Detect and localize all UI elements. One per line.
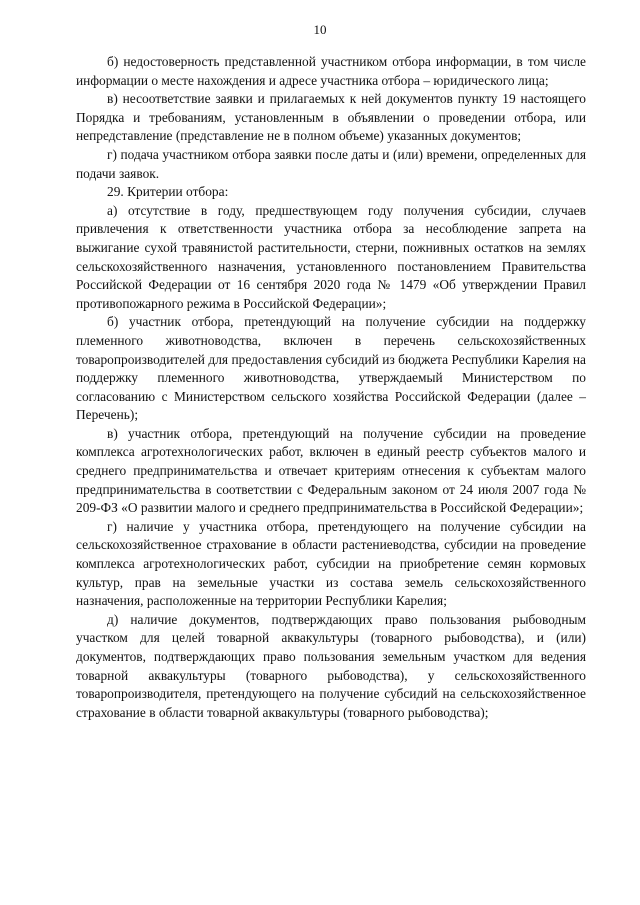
document-body — [76, 53, 586, 722]
criterion-d: д) наличие документов, подтверждающих право пользования рыбоводным участком для целей товарной аквакультуры (товарного рыбоводства), и (или) документов, подтверждающих право пользования земельным участком для ведения товарной аквакультуры (товарного рыбоводства), у сельскохозяйственного товаропроизводителя, претендующего на получение субсидий на сельскохозяйственное страхование в области товарной аквакультуры (товарного рыбоводства); — [76, 611, 586, 720]
paragraph-g-late-submission: г) подача участником отбора заявки после даты и (или) времени, определенных для подачи заявок. — [76, 146, 586, 181]
page-number: 10 — [313, 22, 327, 37]
criterion-g: г) наличие у участника отбора, претендующего на получение субсидии на сельскохозяйственное страхование в области растениеводства, субсидии на проведение комплекса агротехнологических работ, субсидии на приобретение семян кормовых культур, прав на земельные участки из состава земель сельскохозяйственного назначения, расположенные на территории Республики Карелия; — [76, 518, 586, 609]
criterion-b: б) участник отбора, претендующий на получение субсидии на поддержку племенного животноводства, включен в перечень сельскохозяйственных товаропроизводителей для предоставления субсидий из бюджета Республики Карелия на поддержку племенного животноводства, утверждаемый Министерством по согласованию с Министерством сельского хозяйства Российской Федерации (далее – Перечень); — [76, 314, 586, 423]
section-heading-29: 29. Критерии отбора: — [107, 184, 229, 200]
paragraph-v-nonconformity: в) несоответствие заявки и прилагаемых к ней документов пункту 19 настоящего Порядка и требованиям, установленным в объявлении о проведении отбора, или непредставление (представление не в полном объеме) указанных документов; — [76, 91, 586, 144]
criterion-a: а) отсутствие в году, предшествующем году получения субсидии, случаев привлечения к ответственности участника отбора за несоблюдение запрета на выжигание сухой травянистой растительности, стерни, пожнивных остатков на землях сельскохозяйственного назначения, установленного постановлением Правительства Российской Федерации от 16 сентября 2020 года № 1479 «Об утверждении Правил противопожарного режима в Российской Федерации»; — [76, 202, 586, 311]
criterion-v: в) участник отбора, претендующий на получение субсидии на проведение комплекса агротехнологических работ, включен в единый реестр субъектов малого и среднего предпринимательства и отвечает критериям отнесения к субъектам малого предпринимательства в соответствии с Федеральным законом от 24 июля 2007 года № 209-ФЗ «О развитии малого и среднего предпринимательства в Российской Федерации»; — [76, 425, 586, 516]
paragraph-b-unreliable-info: б) недостоверность представленной участником отбора информации, в том числе информации о месте нахождения и адресе участника отбора – юридического лица; — [76, 54, 586, 88]
